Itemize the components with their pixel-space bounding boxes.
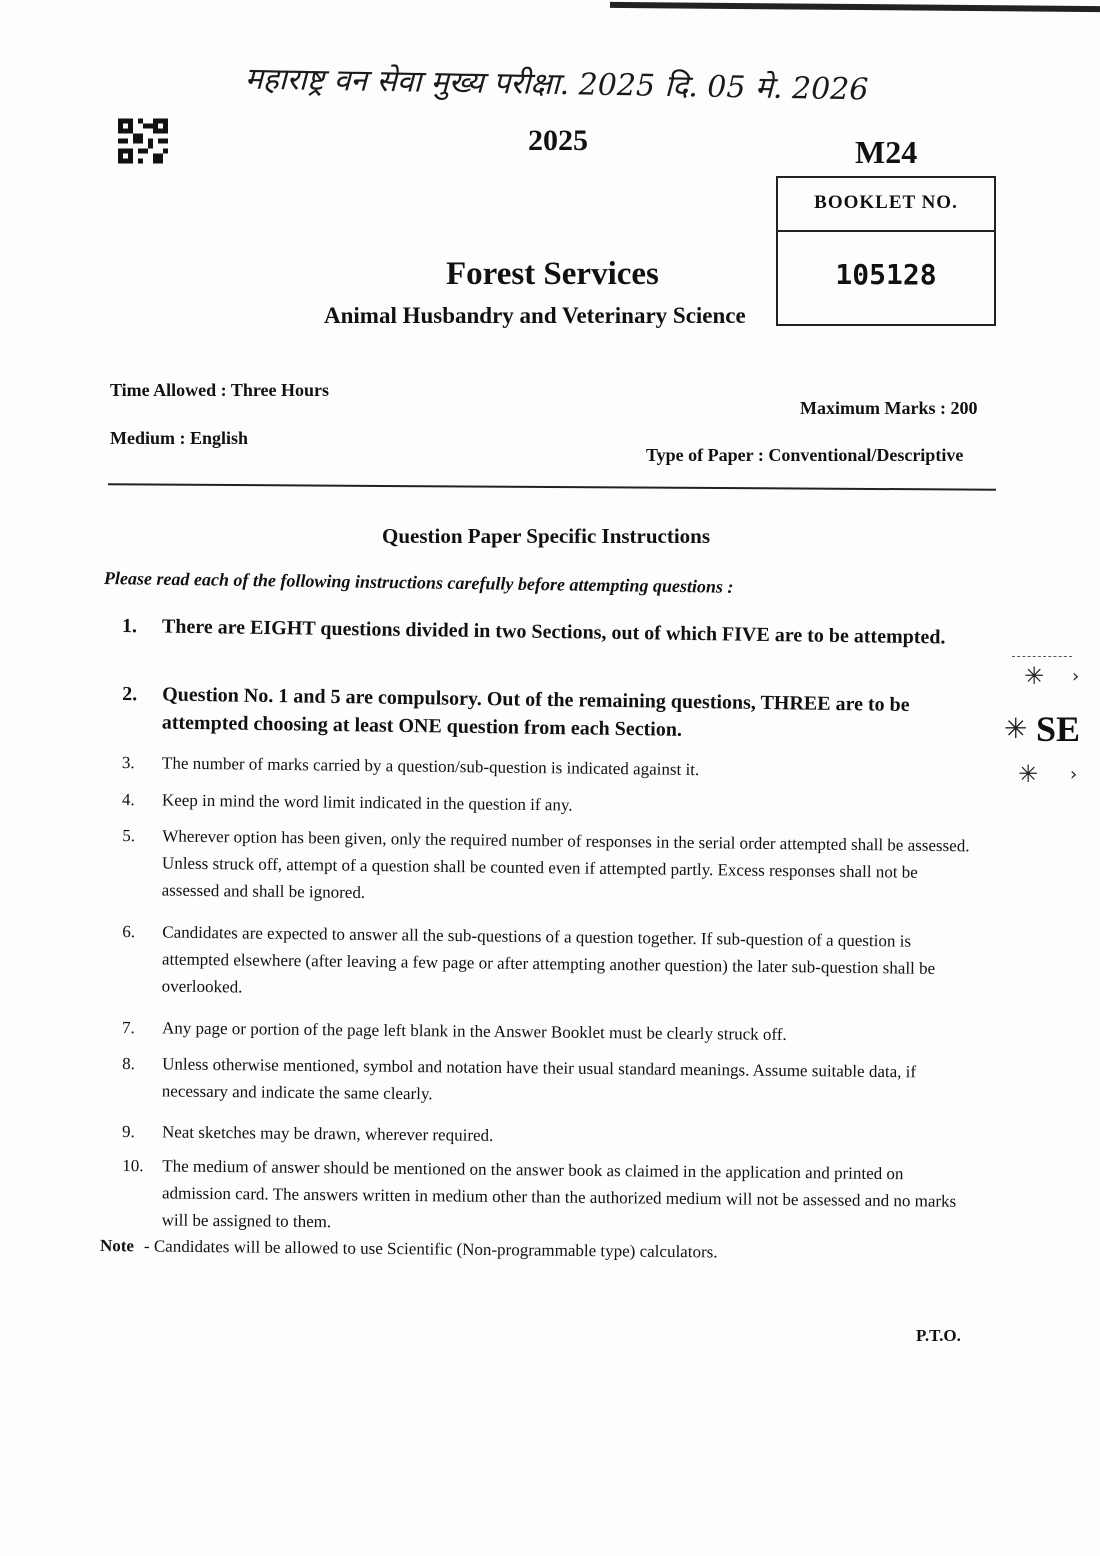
- arrow-icon: ›: [1070, 764, 1078, 785]
- medium: Medium : English: [110, 428, 249, 448]
- instruction-item: [122, 1050, 973, 1113]
- instruction-number: 2.: [122, 683, 138, 706]
- header-divider: [108, 483, 996, 490]
- instruction-text: Candidates are expected to answer all the sub-questions of a question together. If sub-question of a question is attempted elsewhere (after leaving a few page or after attempting another question) the later sub-question shall be overlooked.: [161, 922, 936, 997]
- pto-label: P.T.O.: [916, 1326, 961, 1345]
- exam-year: 2025: [528, 124, 588, 157]
- note-text: - Candidates will be allowed to use Scientific (Non-programmable type) calculators.: [143, 1236, 718, 1262]
- instruction-number: 4.: [121, 790, 135, 810]
- page-edge-line: [610, 2, 1100, 12]
- instruction-item: [122, 1014, 972, 1050]
- instruction-number: 8.: [122, 1054, 135, 1074]
- handwritten-note: महाराष्ट्र वन सेवा मुख्य परीक्षा. 2025 दि. 05 मे. 2026: [244, 61, 869, 108]
- asterisk-icon: ✳: [1024, 662, 1045, 690]
- booklet-number: 105128: [835, 258, 937, 291]
- instruction-text: Any page or portion of the page left blank in the Answer Booklet must be clearly struck off.: [161, 1018, 787, 1044]
- instruction-text: Unless otherwise mentioned, symbol and notation have their usual standard meanings. Assume suitable data, if necessary and indicate the same clearly.: [161, 1054, 917, 1104]
- maximum-marks: Maximum Marks : 200: [800, 398, 978, 418]
- instruction-text: There are EIGHT questions divided in two Sections, out of which FIVE are to be attempted.: [161, 615, 946, 649]
- booklet-number-box: [776, 176, 996, 326]
- stamp-text: SE: [1036, 709, 1081, 749]
- asterisk-icon: ✳: [1004, 712, 1028, 745]
- instruction-text: Neat sketches may be drawn, wherever required.: [161, 1122, 494, 1145]
- instruction-number: 9.: [121, 1122, 135, 1142]
- paper-type: Type of Paper : Conventional/Descriptive: [646, 445, 964, 465]
- instruction-text: The medium of answer should be mentioned on the answer book as claimed in the application and printed on admission card. The answers written in medium other than the authorized medium will not be assessed and no marks will be assigned to them.: [161, 1156, 957, 1232]
- instruction-number: 3.: [121, 753, 135, 773]
- booklet-divider: [778, 230, 994, 232]
- instruction-item: [122, 749, 972, 786]
- instructions-intro: Please read each of the following instructions carefully before attempting questions :: [103, 568, 734, 597]
- booklet-label: BOOKLET NO.: [814, 192, 958, 213]
- asterisk-icon: ✳: [1018, 760, 1039, 788]
- instruction-text: Wherever option has been given, only the required number of responses in the serial order attempted shall be assessed. Unless struck off, attempt of a question shall be counted even if attempted partly. Excess responses shall not be assessed and shall be ignored.: [161, 826, 970, 902]
- instruction-text: Question No. 1 and 5 are compulsory. Out of the remaining questions, THREE are to be attempted choosing at least ONE question from each Section.: [161, 683, 910, 741]
- arrow-icon: ›: [1072, 666, 1080, 687]
- stamp-dashed-edge: [1012, 656, 1072, 657]
- instruction-item: [122, 680, 973, 748]
- instructions-heading: Question Paper Specific Instructions: [382, 524, 711, 548]
- instruction-text: Keep in mind the word limit indicated in the question if any.: [161, 790, 573, 815]
- instruction-item: [122, 1152, 973, 1242]
- instruction-number: 7.: [121, 1018, 135, 1038]
- instruction-number: 10.: [122, 1156, 144, 1176]
- instruction-item: [122, 612, 972, 652]
- paper-code: M24: [855, 134, 918, 170]
- subject-title: Animal Husbandry and Veterinary Science: [324, 303, 746, 328]
- qr-code-icon: [118, 118, 168, 164]
- instruction-item: [122, 822, 973, 913]
- instruction-item: [122, 1118, 972, 1154]
- partial-stamp: [1004, 656, 1100, 796]
- instruction-number: 1.: [121, 615, 138, 638]
- note-label: Note: [99, 1236, 135, 1256]
- instruction-item: [122, 918, 973, 1009]
- instruction-number: 6.: [122, 922, 136, 942]
- instruction-text: The number of marks carried by a question/sub-question is indicated against it.: [161, 753, 700, 780]
- time-allowed: Time Allowed : Three Hours: [110, 380, 330, 400]
- instruction-item: [122, 786, 972, 823]
- service-title: Forest Services: [446, 256, 659, 292]
- calculator-note: [100, 1236, 718, 1262]
- instruction-number: 5.: [122, 826, 136, 846]
